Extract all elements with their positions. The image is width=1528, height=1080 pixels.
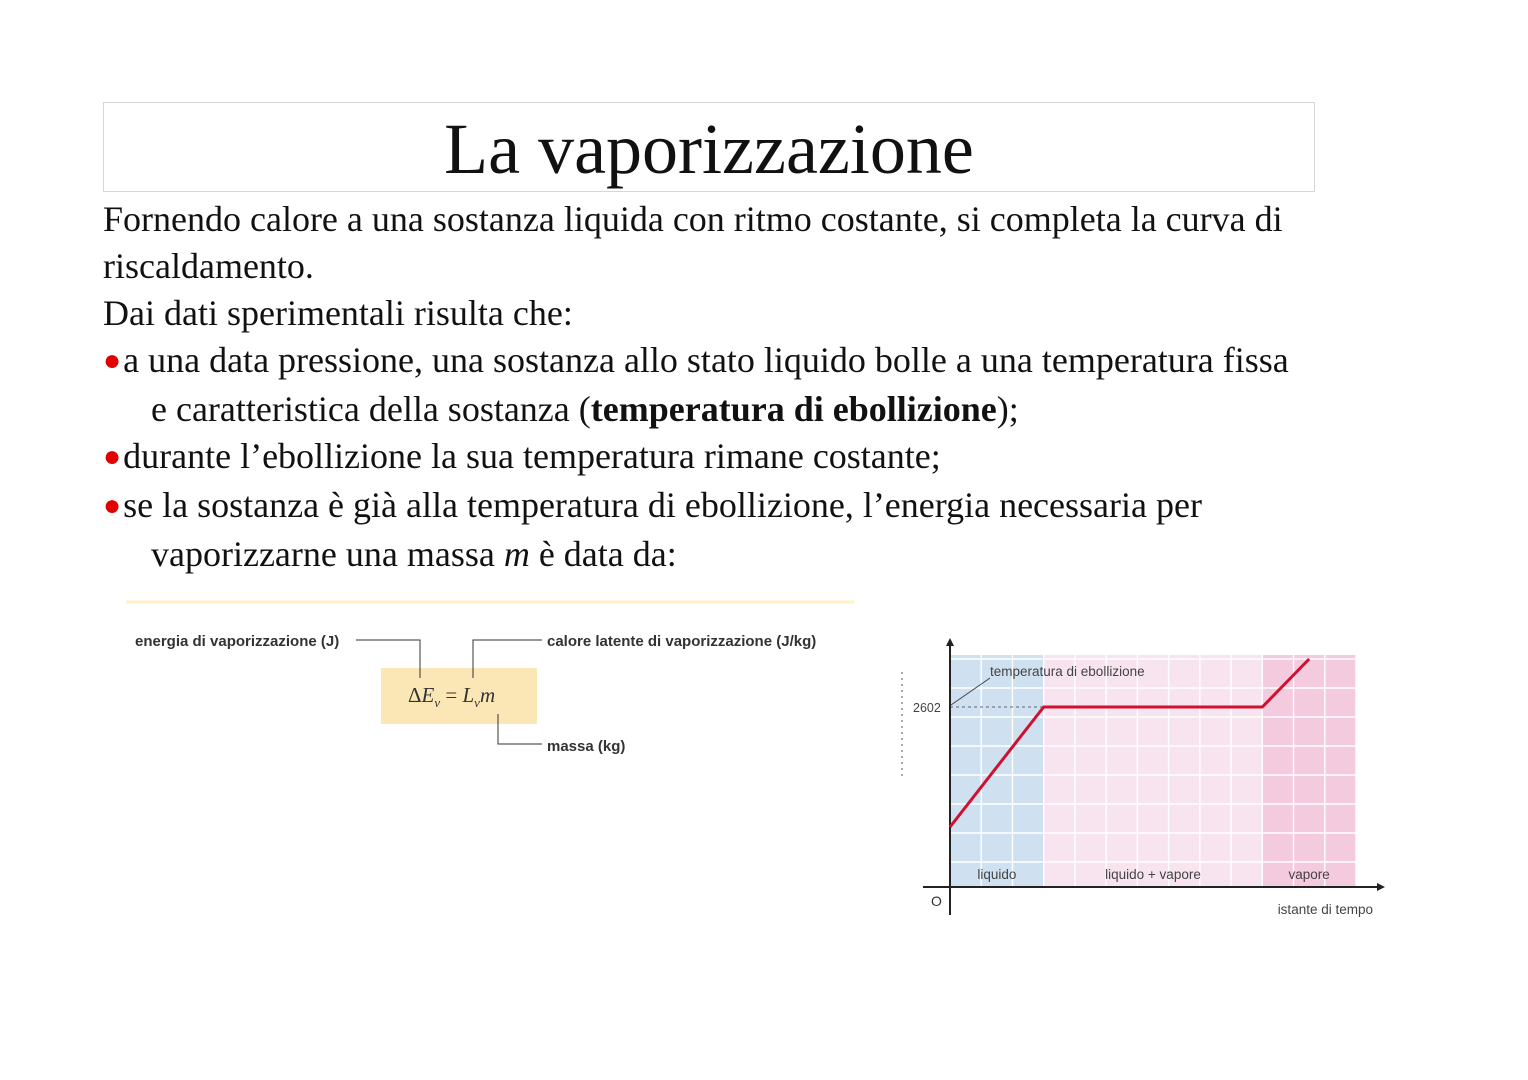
- title-box: [103, 102, 1315, 192]
- dati-line: Dai dati sperimentali risulta che:: [103, 293, 573, 333]
- formula-e: E: [421, 683, 435, 707]
- formula-e-sub: v: [434, 695, 441, 710]
- origin-label: O: [931, 893, 942, 909]
- bullet-1-cont: [103, 386, 1433, 433]
- bullet-1-line-2-before: e caratteristica della sostanza (: [151, 389, 591, 429]
- formula-figure: [120, 598, 860, 768]
- bullet-2: [103, 433, 1433, 482]
- bullet-3: [103, 482, 1433, 531]
- bullet-1: [103, 337, 1433, 386]
- bullet-3-cont: [103, 531, 1433, 578]
- bullet-marker-1: ●: [103, 344, 122, 377]
- bullet-marker-2: ●: [103, 440, 122, 473]
- region-2: [1044, 655, 1263, 887]
- bullet-1-bold-term: temperatura di ebollizione: [590, 389, 997, 429]
- bullet-1-line-1: a una data pressione, una sostanza allo stato liquido bolle a una temperatura fissa: [123, 340, 1289, 380]
- heating-curve-chart: [895, 630, 1395, 930]
- annotation-label: temperatura di ebollizione: [990, 664, 1145, 679]
- intro-line-1: Fornendo calore a una sostanza liquida con ritmo costante, si completa la curva di: [103, 199, 1283, 239]
- latent-label: calore latente di vaporizzazione (J/kg): [547, 633, 817, 650]
- energy-label: energia di vaporizzazione (J): [135, 633, 340, 650]
- region-label-3: vapore: [1288, 867, 1330, 882]
- formula-delta: Δ: [408, 683, 422, 707]
- bullet-marker-3: ●: [103, 489, 122, 522]
- formula-l-sub: v: [474, 695, 480, 710]
- bullet-3-line-2-before: vaporizzarne una massa: [151, 534, 504, 574]
- bullet-1-line-2-after: );: [996, 389, 1019, 429]
- formula-l: L: [462, 683, 475, 707]
- page-title: La vaporizzazione: [444, 109, 974, 189]
- mass-label: massa (kg): [547, 738, 626, 755]
- bullet-3-line-2-after: è data da:: [529, 534, 677, 574]
- intro-line-2: riscaldamento.: [103, 246, 314, 286]
- region-3: [1262, 655, 1356, 887]
- y-tick-label: 2602: [913, 701, 941, 715]
- y-axis-arrow: [946, 638, 954, 646]
- x-axis-arrow: [1377, 883, 1385, 891]
- bullet-3-line-1: se la sostanza è già alla temperatura di ebollizione, l’energia necessaria per: [123, 485, 1202, 525]
- formula-m: m: [479, 683, 496, 707]
- formula-equals: =: [440, 683, 463, 707]
- bullet-2-line-1: durante l’ebollizione la sua temperatura rimane costante;: [123, 436, 941, 476]
- formula-expression: [408, 683, 495, 710]
- bullet-3-italic-m: m: [503, 534, 530, 574]
- region-label-2: liquido + vapore: [1105, 867, 1201, 882]
- region-label-1: liquido: [977, 867, 1017, 882]
- body-text: [103, 196, 1433, 578]
- x-axis-label: istante di tempo: [1277, 902, 1373, 917]
- region-1: [950, 655, 1044, 887]
